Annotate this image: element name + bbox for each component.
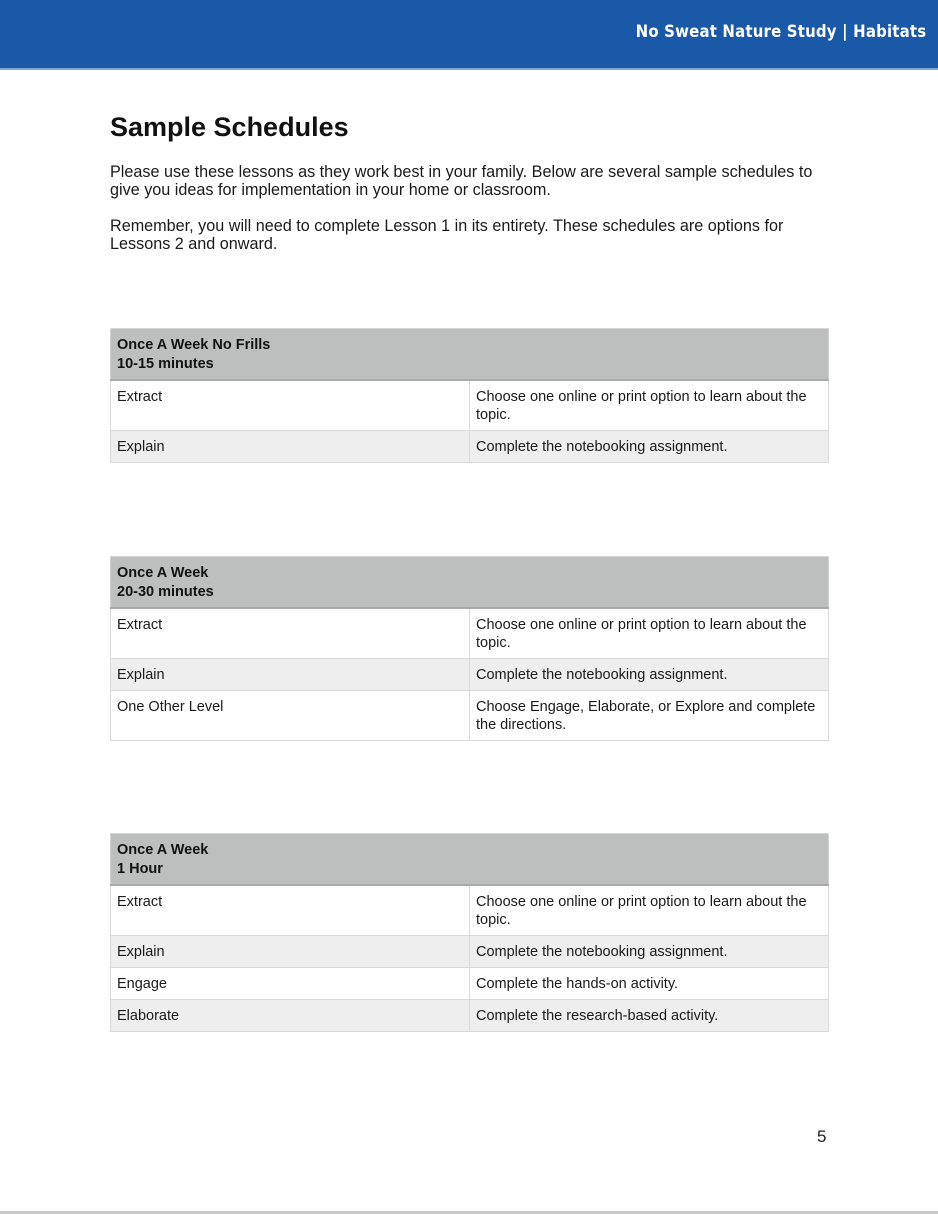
step-cell: Explain [111, 659, 470, 691]
description-cell: Complete the notebooking assignment. [470, 431, 829, 463]
description-cell: Complete the research-based activity. [470, 1000, 829, 1032]
step-cell: Elaborate [111, 1000, 470, 1032]
schedule-title: Once A Week No Frills [117, 337, 271, 353]
schedule-title: Once A Week [117, 565, 209, 581]
header-title: No Sweat Nature Study | Habitats [635, 22, 926, 42]
schedule-duration: 10-15 minutes [117, 356, 214, 372]
schedule-header-cell [111, 834, 829, 886]
description-cell: Complete the hands-on activity. [470, 968, 829, 1000]
schedule-table-no-frills [110, 328, 829, 463]
description-cell: Choose Engage, Elaborate, or Explore and complete the directions. [470, 691, 829, 741]
schedule-table-1-hour [110, 833, 829, 1032]
description-cell: Choose one online or print option to learn about the topic. [470, 380, 829, 431]
table-row [111, 691, 829, 741]
table-row [111, 659, 829, 691]
schedule-header-cell [111, 329, 829, 381]
step-cell: Extract [111, 885, 470, 936]
table-row [111, 608, 829, 659]
schedule-header [111, 557, 829, 609]
table-row [111, 936, 829, 968]
schedule-header [111, 329, 829, 381]
step-cell: One Other Level [111, 691, 470, 741]
page-title: Sample Schedules [110, 112, 349, 142]
table-row [111, 380, 829, 431]
table-row [111, 885, 829, 936]
note-paragraph: Remember, you will need to complete Lesson 1 in its entirety. These schedules are options for Lessons 2 and onward. [110, 217, 784, 253]
table-row [111, 1000, 829, 1032]
table-row [111, 968, 829, 1000]
description-cell: Complete the notebooking assignment. [470, 659, 829, 691]
description-cell: Choose one online or print option to learn about the topic. [470, 885, 829, 936]
schedule-header-cell [111, 557, 829, 609]
schedule-duration: 20-30 minutes [117, 584, 214, 600]
step-cell: Explain [111, 431, 470, 463]
table-row [111, 431, 829, 463]
description-cell: Choose one online or print option to learn about the topic. [470, 608, 829, 659]
step-cell: Explain [111, 936, 470, 968]
step-cell: Engage [111, 968, 470, 1000]
schedule-duration: 1 Hour [117, 861, 163, 877]
schedule-header [111, 834, 829, 886]
description-cell: Complete the notebooking assignment. [470, 936, 829, 968]
schedule-title: Once A Week [117, 842, 209, 858]
step-cell: Extract [111, 380, 470, 431]
intro-paragraph: Please use these lessons as they work best in your family. Below are several sample schedules to give you ideas for implementation in your home or classroom. [110, 163, 813, 199]
schedule-table-20-30-min [110, 556, 829, 741]
step-cell: Extract [111, 608, 470, 659]
page-number: 5 [817, 1127, 827, 1146]
header-banner [0, 0, 938, 70]
